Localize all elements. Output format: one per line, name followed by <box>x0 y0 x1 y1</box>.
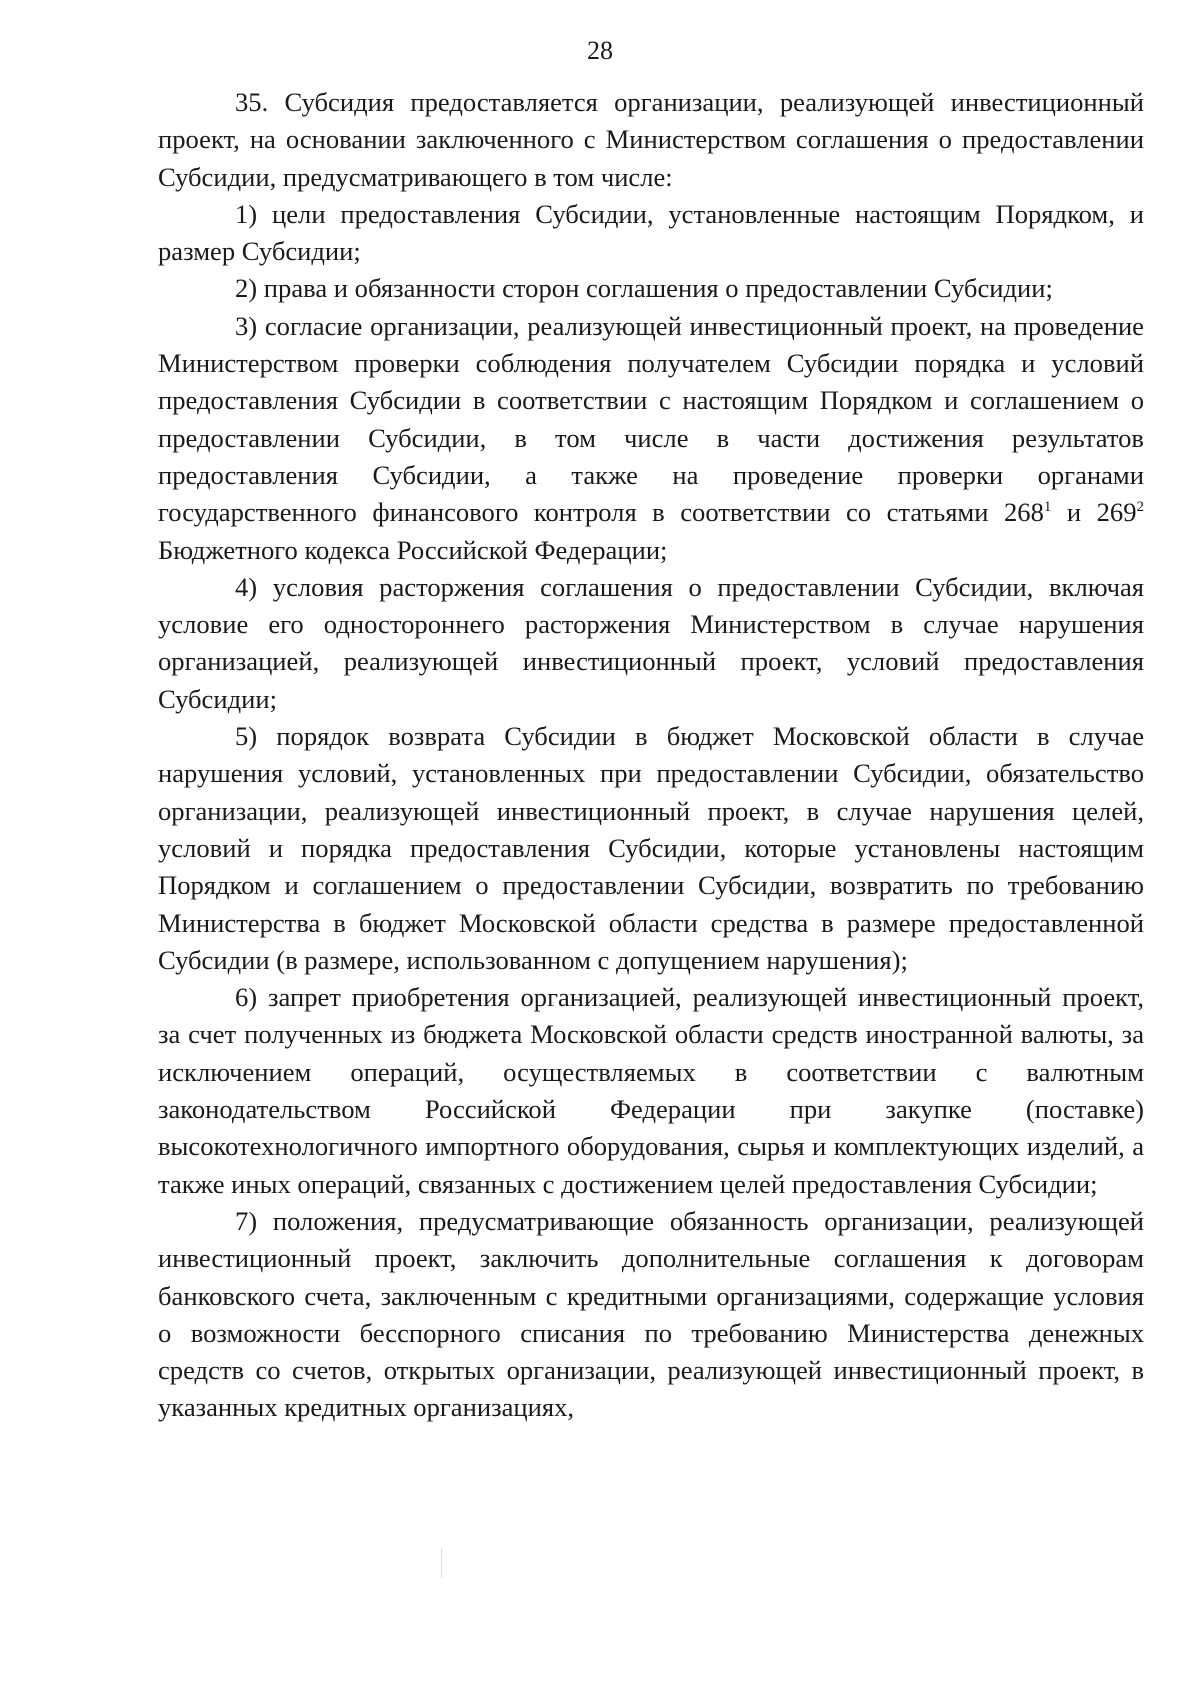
item3-superscript-1: 1 <box>1043 499 1052 516</box>
paragraph-item-4: 4) условия расторжения соглашения о предоставлении Субсидии, включая условие его одностороннего расторжения Министерством в случае нарушения организацией, реализующей инвестиционный проект, условий предоставления Субсидии; <box>158 571 1144 714</box>
item3-text-before: 3) согласие организации, реализующей инвестиционный проект, на проведение Министерством проверки соблюдения получателем Субсидии порядка и условий предоставления Субсидии в соответствии с настоящим Порядком и соглашением о предоставлении Субсидии, в том числе в части достижения результатов предоставления Субсидии, а также на проведение проверки органами государственного финансового контроля в соответствии со статьями 268 <box>158 310 1144 528</box>
paragraph-item-1: 1) цели предоставления Субсидии, установленные настоящим Порядком, и размер Субсидии; <box>158 198 1144 267</box>
page-number: 28 <box>587 36 613 65</box>
paragraph-item-3 <box>158 308 1144 569</box>
item3-text-middle: и 269 <box>1051 497 1137 528</box>
paragraph-35: 35. Субсидия предоставляется организации, реализующей инвестиционный проект, на основании заключенного с Министерством соглашения о предоставлении Субсидии, предусматривающего в том числе: <box>158 87 1144 192</box>
scan-artifact <box>441 1548 442 1578</box>
item3-text-after: Бюджетного кодекса Российской Федерации; <box>158 534 668 565</box>
document-body <box>158 84 1144 1427</box>
item3-superscript-2: 2 <box>1136 499 1145 516</box>
paragraph-item-2: 2) права и обязанности сторон соглашения о предоставлении Субсидии; <box>235 273 1053 304</box>
paragraph-item-5: 5) порядок возврата Субсидии в бюджет Московской области в случае нарушения условий, установленных при предоставлении Субсидии, обязательство организации, реализующей инвестиционный проект, в случае нарушения целей, условий и порядка предоставления Субсидии, которые установлены настоящим Порядком и соглашением о предоставлении Субсидии, возвратить по требованию Министерства в бюджет Московской области средства в размере предоставленной Субсидии (в размере, использованном с допущением нарушения); <box>158 721 1144 975</box>
paragraph-item-6: 6) запрет приобретения организацией, реализующей инвестиционный проект, за счет полученных из бюджета Московской области средств иностранной валюты, за исключением операций, осуществляемых в соответствии с валютным законодательством Российской Федерации при закупке (поставке) высокотехнологичного импортного оборудования, сырья и комплектующих изделий, а также иных операций, связанных с достижением целей предоставления Субсидии; <box>158 982 1144 1199</box>
paragraph-item-7: 7) положения, предусматривающие обязанность организации, реализующей инвестиционный проект, заключить дополнительные соглашения к договорам банковского счета, заключенным с кредитными организациями, содержащие условия о возможности бесспорного списания по требованию Министерства денежных средств со счетов, открытых организации, реализующей инвестиционный проект, в указанных кредитных организациях, <box>158 1205 1144 1423</box>
